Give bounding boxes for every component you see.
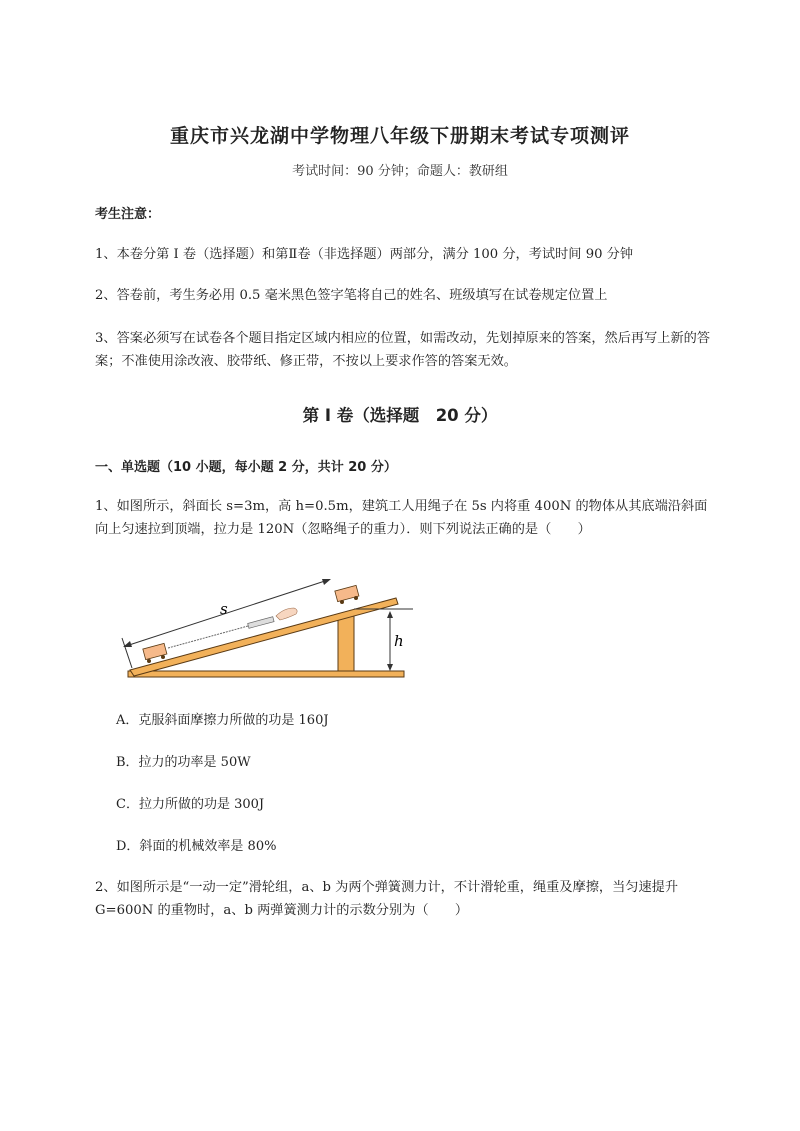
- hand: [276, 608, 297, 620]
- question-2-stem: 2、如图所示是“一动一定”滑轮组，a、b 为两个弹簧测力计，不计滑轮重，绳重及摩擦，当匀速提升 G=600N 的重物时，a、b 两弹簧测力计的示数分别为（ ）: [95, 880, 679, 918]
- section-title: 第 I 卷（选择题 20 分）: [302, 406, 498, 425]
- notice-item-2: 2、答卷前，考生务必用 0.5 毫米黑色签字笔将自己的姓名、班级填写在试卷规定位置上: [95, 288, 608, 303]
- spring-scale: [248, 617, 274, 629]
- page-title: 重庆市兴龙湖中学物理八年级下册期末考试专项测评: [169, 125, 630, 147]
- option-c[interactable]: C．拉力所做的功是 300J: [116, 797, 265, 812]
- part-heading: 一、单选题（10 小题，每小题 2 分，共计 20 分）: [95, 460, 397, 475]
- question-1-stem: 1、如图所示，斜面长 s=3m，高 h=0.5m，建筑工人用绳子在 5s 内将重 400N 的物体从其底端沿斜面向上匀速拉到顶端，拉力是 120N（忽略绳子的重力）．则下列说法正确的是（ ）: [95, 499, 708, 537]
- option-d[interactable]: D．斜面的机械效率是 80%: [116, 839, 277, 854]
- incline-board: [130, 598, 398, 676]
- height-arrow-head-top: [387, 611, 393, 618]
- height-label: h: [394, 632, 404, 650]
- inclined-plane-figure: [118, 568, 418, 687]
- cart-bottom: [143, 643, 167, 663]
- support-pillar: [338, 615, 354, 671]
- cart-top: [335, 585, 359, 604]
- option-a[interactable]: A．克服斜面摩擦力所做的功是 160J: [116, 713, 329, 728]
- notice-item-1: 1、本卷分第 I 卷（选择题）和第Ⅱ卷（非选择题）两部分，满分 100 分，考试时间 90 分钟: [95, 247, 634, 262]
- length-label: s: [220, 600, 228, 618]
- length-arrow-head: [322, 579, 331, 585]
- exam-subtitle: 考试时间：90 分钟；命题人：教研组: [292, 164, 508, 179]
- notice-item-3: 3、答案必须写在试卷各个题目指定区域内相应的位置，如需改动，先划掉原来的答案，然后再写上新的答案；不准使用涂改液、胶带纸、修正带，不按以上要求作答的答案无效。: [95, 331, 711, 369]
- height-arrow-head-bottom: [387, 664, 393, 671]
- option-b[interactable]: B．拉力的功率是 50W: [116, 755, 251, 770]
- ground-plank: [128, 671, 404, 677]
- notice-heading: 考生注意：: [95, 207, 161, 222]
- inclined-plane-diagram: [118, 568, 418, 683]
